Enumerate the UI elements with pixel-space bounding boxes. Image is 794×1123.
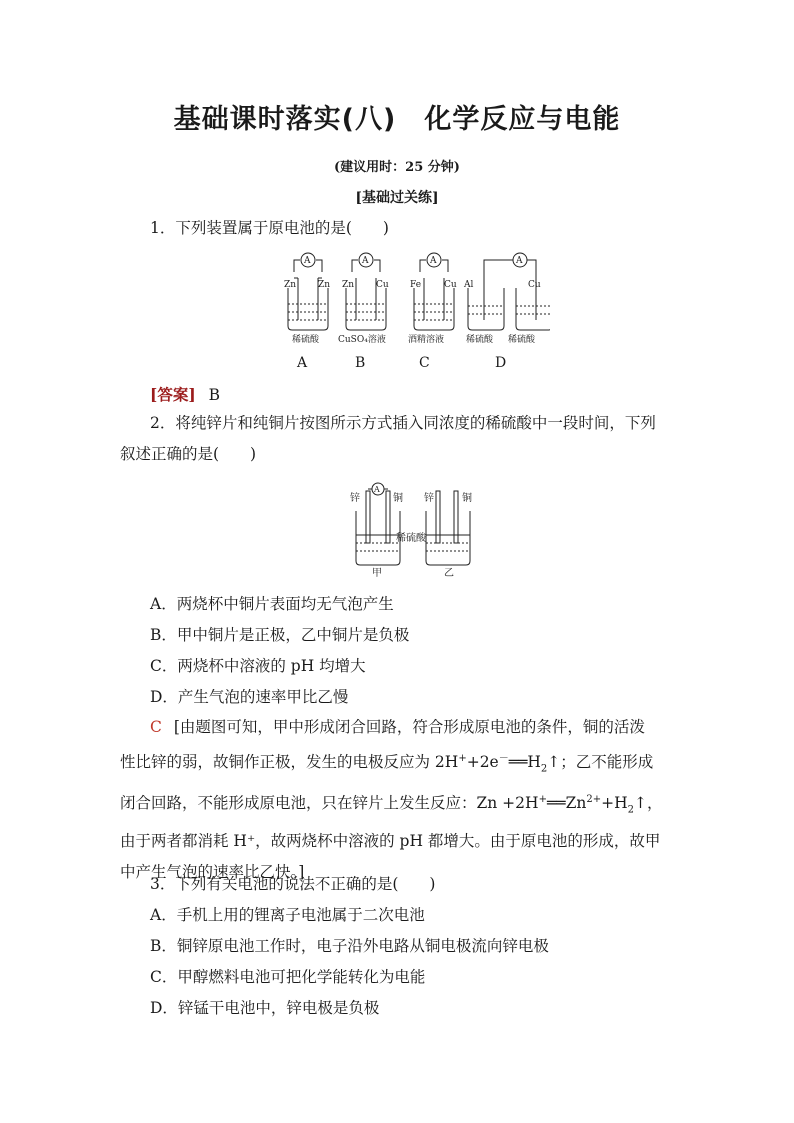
svg-text:乙: 乙 <box>444 568 454 577</box>
q3-option-b: B．铜锌原电池工作时，电子沿外电路从铜电极流向锌电极 <box>150 937 549 955</box>
q2-answer-value: C <box>150 718 162 736</box>
svg-text:稀硫酸: 稀硫酸 <box>508 335 536 345</box>
svg-text:锌: 锌 <box>424 493 434 504</box>
answer-tag: [答案] <box>150 385 196 404</box>
svg-text:Al: Al <box>464 280 474 290</box>
q3-option-c: C．甲醇燃料电池可把化学能转化为电能 <box>150 968 426 986</box>
svg-text:Cu: Cu <box>528 280 541 290</box>
svg-text:稀硫酸: 稀硫酸 <box>292 335 320 345</box>
svg-text:Cu: Cu <box>376 280 389 290</box>
meter-a: A <box>304 256 311 266</box>
svg-text:酒精溶液: 酒精溶液 <box>408 335 445 345</box>
option-c-label: C <box>419 355 430 371</box>
q3-option-a: A．手机上用的锂离子电池属于二次电池 <box>150 906 425 924</box>
time-suggestion: (建议用时：25 分钟) <box>334 160 460 175</box>
q1-figure <box>280 250 550 350</box>
svg-text:稀硫酸: 稀硫酸 <box>466 335 494 345</box>
svg-text:铜: 铜 <box>393 493 403 504</box>
option-d-label: D <box>495 355 507 371</box>
q3-stem: 3．下列有关电池的说法不正确的是( ) <box>150 875 436 893</box>
page-title: 基础课时落实(八) 化学反应与电能 <box>173 104 621 135</box>
q1-stem: 1．下列装置属于原电池的是( ) <box>150 219 389 237</box>
q2-option-a: A．两烧杯中铜片表面均无气泡产生 <box>150 595 394 613</box>
q3-option-d: D．锌锰干电池中，锌电极是负极 <box>150 999 380 1017</box>
svg-text:Zn: Zn <box>284 280 297 290</box>
svg-text:Zn: Zn <box>342 280 355 290</box>
svg-text:Cu: Cu <box>444 280 457 290</box>
q2-figure <box>348 477 478 577</box>
meter-c: A <box>430 256 437 266</box>
svg-text:铜: 铜 <box>462 493 472 504</box>
svg-text:CuSO₄溶液: CuSO₄溶液 <box>338 335 386 345</box>
svg-text:A: A <box>374 485 380 494</box>
meter-b: A <box>362 256 369 266</box>
option-b-label: B <box>355 355 366 371</box>
cell-d-diagram <box>468 253 550 330</box>
q2-option-b: B．甲中铜片是正极，乙中铜片是负极 <box>150 626 410 644</box>
svg-text:Fe: Fe <box>410 280 422 290</box>
q2-option-d: D．产生气泡的速率甲比乙慢 <box>150 688 349 706</box>
svg-text:稀硫酸: 稀硫酸 <box>396 533 426 544</box>
q1-answer <box>150 383 220 405</box>
q2-stem: 2．将纯锌片和纯铜片按图所示方式插入同浓度的稀硫酸中一段时间，下列 叙述正确的是( ) <box>120 414 656 463</box>
svg-text:Zn: Zn <box>318 280 331 290</box>
q1-answer-value: B <box>208 386 220 404</box>
q2-explanation: C [由题图可知，甲中形成闭合回路，符合形成原电池的条件，铜的活泼 性比锌的弱，故铜作正极，发生的电极反应为 $2H^++2e^-══H_2↑$；乙不能形成 闭合回路，不能形成原电池，只在锌片上发生反应：$Zn +2H^+══Zn^{2+}+H_2↑$， 由于两者都消耗 H⁺，故两烧杯中溶液的 pH 都增大。由于原电池的形成，故甲 中产生气泡的速率比乙快。] <box>120 718 663 881</box>
svg-text:锌: 锌 <box>350 493 360 504</box>
meter-d: A <box>516 256 523 266</box>
option-a-label: A <box>297 355 308 371</box>
q2-option-c: C．两烧杯中溶液的 pH 均增大 <box>150 657 366 675</box>
section-heading: [基础过关练] <box>355 190 439 206</box>
svg-text:甲: 甲 <box>372 568 382 577</box>
